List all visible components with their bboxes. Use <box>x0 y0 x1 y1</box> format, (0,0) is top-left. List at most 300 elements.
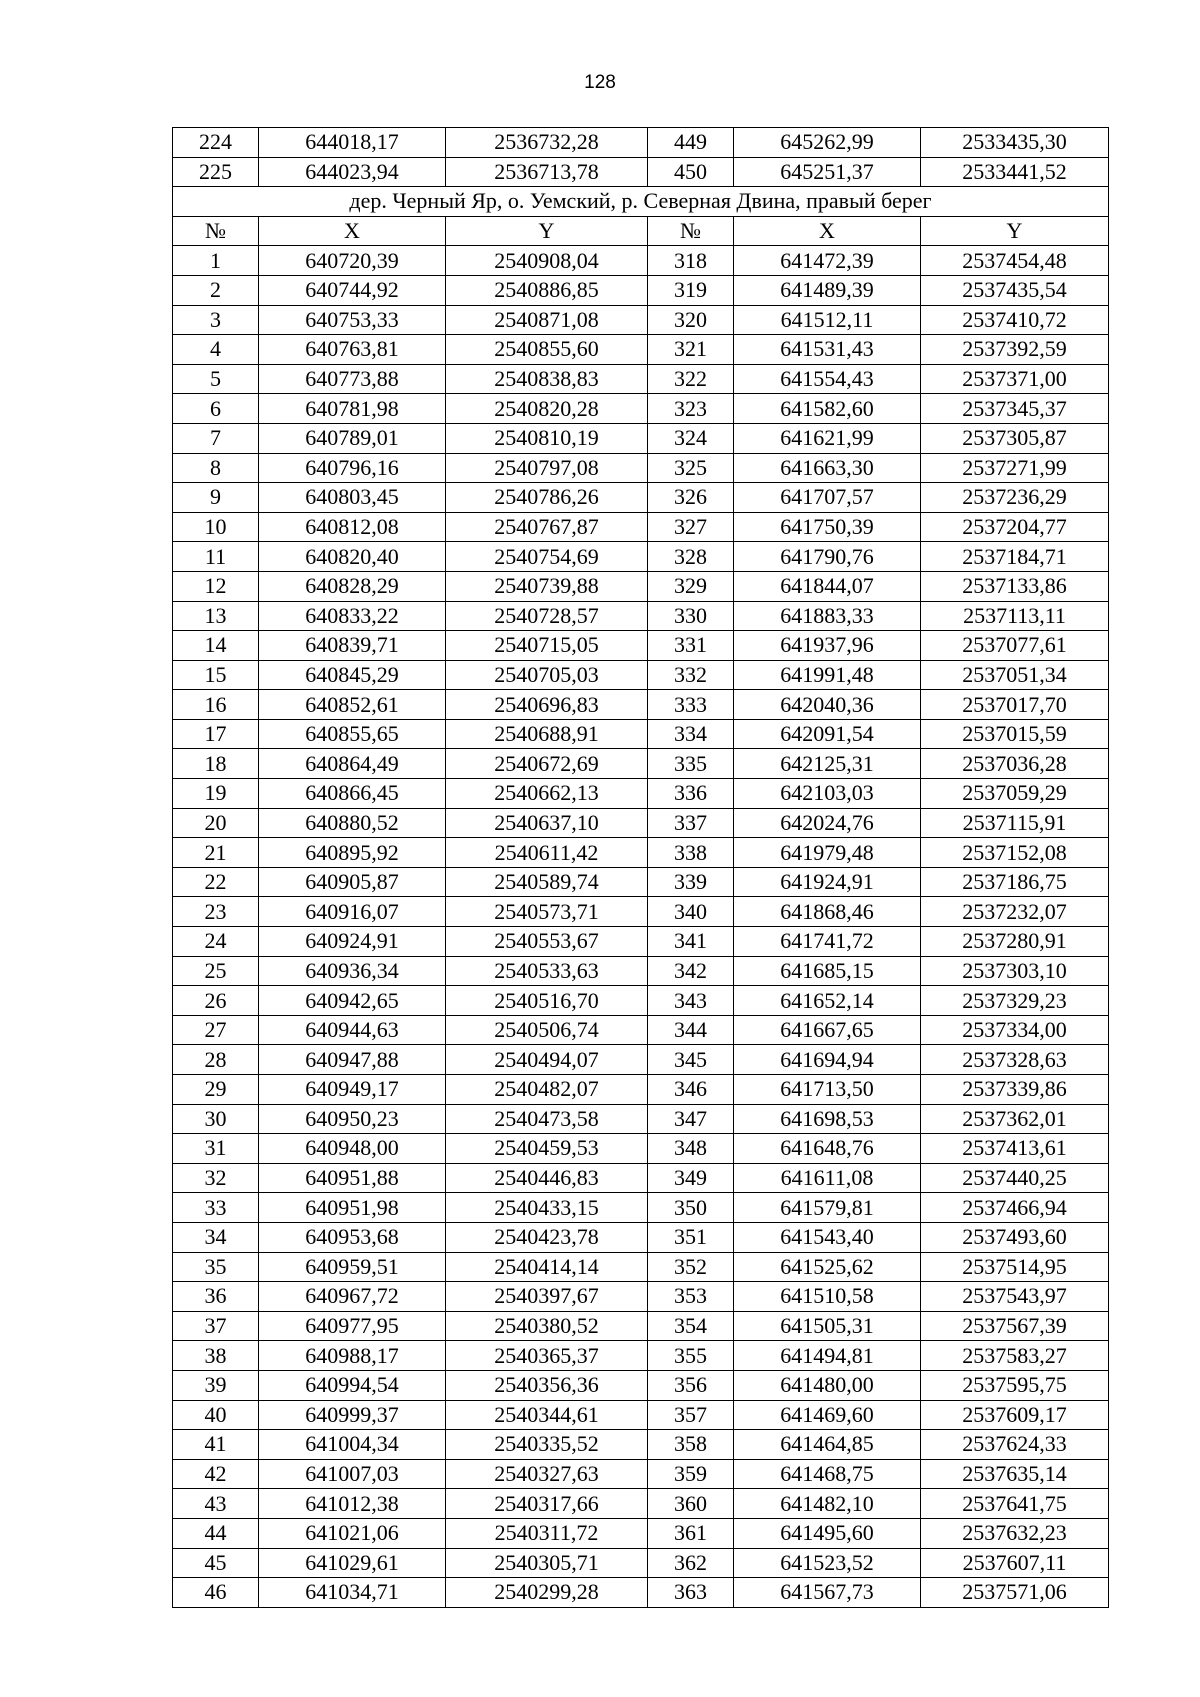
x-coordinate-cell: 640948,00 <box>259 1134 446 1164</box>
point-number-cell: 347 <box>648 1104 734 1134</box>
point-number-cell: 32 <box>173 1163 259 1193</box>
point-number-cell: 322 <box>648 364 734 394</box>
point-number-cell: 1 <box>173 246 259 276</box>
y-coordinate-cell: 2537232,07 <box>921 897 1109 927</box>
point-number-cell: 357 <box>648 1400 734 1430</box>
x-coordinate-cell: 641667,65 <box>734 1015 921 1045</box>
x-coordinate-cell: 642024,76 <box>734 808 921 838</box>
y-coordinate-cell: 2537280,91 <box>921 927 1109 957</box>
table-row <box>173 1163 1109 1193</box>
y-coordinate-cell: 2540299,28 <box>446 1578 648 1608</box>
x-coordinate-cell: 641494,81 <box>734 1341 921 1371</box>
x-coordinate-cell: 641698,53 <box>734 1104 921 1134</box>
table-row <box>173 1252 1109 1282</box>
x-coordinate-cell: 641554,43 <box>734 364 921 394</box>
table-row <box>173 1430 1109 1460</box>
table-row <box>173 423 1109 453</box>
x-coordinate-cell: 640959,51 <box>259 1252 446 1282</box>
y-coordinate-cell: 2537017,70 <box>921 690 1109 720</box>
y-coordinate-cell: 2537133,86 <box>921 571 1109 601</box>
y-coordinate-cell: 2540886,85 <box>446 275 648 305</box>
table-row <box>173 1193 1109 1223</box>
y-coordinate-cell: 2536732,28 <box>446 128 648 158</box>
y-coordinate-cell: 2540797,08 <box>446 453 648 483</box>
x-coordinate-cell: 641713,50 <box>734 1075 921 1105</box>
y-coordinate-cell: 2537571,06 <box>921 1578 1109 1608</box>
table-row <box>173 1459 1109 1489</box>
x-coordinate-cell: 641029,61 <box>259 1548 446 1578</box>
point-number-cell: 337 <box>648 808 734 838</box>
y-coordinate-cell: 2540553,67 <box>446 927 648 957</box>
x-coordinate-cell: 641531,43 <box>734 335 921 365</box>
point-number-cell: 363 <box>648 1578 734 1608</box>
table-row <box>173 1518 1109 1548</box>
y-coordinate-cell: 2540473,58 <box>446 1104 648 1134</box>
y-coordinate-cell: 2537077,61 <box>921 631 1109 661</box>
y-coordinate-cell: 2537305,87 <box>921 423 1109 453</box>
y-coordinate-cell: 2537371,00 <box>921 364 1109 394</box>
table-row <box>173 571 1109 601</box>
point-number-cell: 17 <box>173 719 259 749</box>
point-number-cell: 4 <box>173 335 259 365</box>
point-number-cell: 42 <box>173 1459 259 1489</box>
table-row <box>173 690 1109 720</box>
point-number-cell: 356 <box>648 1370 734 1400</box>
y-coordinate-cell: 2540908,04 <box>446 246 648 276</box>
x-coordinate-cell: 640944,63 <box>259 1015 446 1045</box>
point-number-cell: 7 <box>173 423 259 453</box>
point-number-cell: 11 <box>173 542 259 572</box>
y-coordinate-cell: 2540810,19 <box>446 423 648 453</box>
y-coordinate-cell: 2537271,99 <box>921 453 1109 483</box>
point-number-cell: 39 <box>173 1370 259 1400</box>
x-coordinate-cell: 640828,29 <box>259 571 446 601</box>
table-row <box>173 1282 1109 1312</box>
table-row <box>173 246 1109 276</box>
point-number-cell: 22 <box>173 867 259 897</box>
x-coordinate-cell: 641685,15 <box>734 956 921 986</box>
table-row <box>173 660 1109 690</box>
y-coordinate-cell: 2540672,69 <box>446 749 648 779</box>
table-row <box>173 1075 1109 1105</box>
point-number-cell: 21 <box>173 838 259 868</box>
table-row <box>173 867 1109 897</box>
point-number-cell: 359 <box>648 1459 734 1489</box>
point-number-cell: 340 <box>648 897 734 927</box>
x-coordinate-cell: 641525,62 <box>734 1252 921 1282</box>
point-number-cell: 28 <box>173 1045 259 1075</box>
point-number-cell: 43 <box>173 1489 259 1519</box>
point-number-cell: 362 <box>648 1548 734 1578</box>
x-coordinate-cell: 641567,73 <box>734 1578 921 1608</box>
point-number-cell: 330 <box>648 601 734 631</box>
x-coordinate-cell: 641510,58 <box>734 1282 921 1312</box>
x-coordinate-cell: 641582,60 <box>734 394 921 424</box>
point-number-cell: 318 <box>648 246 734 276</box>
table-row <box>173 808 1109 838</box>
y-coordinate-cell: 2540573,71 <box>446 897 648 927</box>
y-coordinate-cell: 2540414,14 <box>446 1252 648 1282</box>
point-number-cell: 348 <box>648 1134 734 1164</box>
point-number-cell: 12 <box>173 571 259 601</box>
point-number-cell: 354 <box>648 1311 734 1341</box>
table-row <box>173 986 1109 1016</box>
table-row <box>173 897 1109 927</box>
point-number-cell: 41 <box>173 1430 259 1460</box>
x-coordinate-cell: 640773,88 <box>259 364 446 394</box>
point-number-cell: 325 <box>648 453 734 483</box>
y-coordinate-cell: 2540767,87 <box>446 512 648 542</box>
y-coordinate-cell: 2537609,17 <box>921 1400 1109 1430</box>
point-number-cell: 343 <box>648 986 734 1016</box>
point-number-cell: 327 <box>648 512 734 542</box>
y-coordinate-cell: 2540344,61 <box>446 1400 648 1430</box>
point-number-cell: 44 <box>173 1518 259 1548</box>
y-coordinate-cell: 2540494,07 <box>446 1045 648 1075</box>
point-number-cell: 352 <box>648 1252 734 1282</box>
x-coordinate-cell: 645262,99 <box>734 128 921 158</box>
y-coordinate-cell: 2537583,27 <box>921 1341 1109 1371</box>
table-row <box>173 1045 1109 1075</box>
y-coordinate-cell: 2540305,71 <box>446 1548 648 1578</box>
point-number-cell: 341 <box>648 927 734 957</box>
y-coordinate-cell: 2537454,48 <box>921 246 1109 276</box>
x-coordinate-cell: 641741,72 <box>734 927 921 957</box>
point-number-cell: 23 <box>173 897 259 927</box>
y-coordinate-cell: 2537186,75 <box>921 867 1109 897</box>
column-header: № <box>173 216 259 246</box>
y-coordinate-cell: 2537392,59 <box>921 335 1109 365</box>
x-coordinate-cell: 641652,14 <box>734 986 921 1016</box>
point-number-cell: 29 <box>173 1075 259 1105</box>
x-coordinate-cell: 640880,52 <box>259 808 446 838</box>
point-number-cell: 332 <box>648 660 734 690</box>
point-number-cell: 336 <box>648 779 734 809</box>
x-coordinate-cell: 641750,39 <box>734 512 921 542</box>
x-coordinate-cell: 641472,39 <box>734 246 921 276</box>
y-coordinate-cell: 2540482,07 <box>446 1075 648 1105</box>
y-coordinate-cell: 2537362,01 <box>921 1104 1109 1134</box>
column-header: Y <box>446 216 648 246</box>
x-coordinate-cell: 640866,45 <box>259 779 446 809</box>
point-number-cell: 355 <box>648 1341 734 1371</box>
table-row <box>173 512 1109 542</box>
table-row <box>173 1578 1109 1608</box>
x-coordinate-cell: 642091,54 <box>734 719 921 749</box>
column-header: X <box>259 216 446 246</box>
x-coordinate-cell: 641505,31 <box>734 1311 921 1341</box>
y-coordinate-cell: 2540688,91 <box>446 719 648 749</box>
x-coordinate-cell: 641480,00 <box>734 1370 921 1400</box>
y-coordinate-cell: 2540754,69 <box>446 542 648 572</box>
y-coordinate-cell: 2540662,13 <box>446 779 648 809</box>
table-row <box>173 1489 1109 1519</box>
x-coordinate-cell: 641512,11 <box>734 305 921 335</box>
x-coordinate-cell: 641979,48 <box>734 838 921 868</box>
point-number-cell: 3 <box>173 305 259 335</box>
y-coordinate-cell: 2537413,61 <box>921 1134 1109 1164</box>
y-coordinate-cell: 2540317,66 <box>446 1489 648 1519</box>
x-coordinate-cell: 640924,91 <box>259 927 446 957</box>
point-number-cell: 25 <box>173 956 259 986</box>
x-coordinate-cell: 640720,39 <box>259 246 446 276</box>
x-coordinate-cell: 642103,03 <box>734 779 921 809</box>
point-number-cell: 20 <box>173 808 259 838</box>
point-number-cell: 10 <box>173 512 259 542</box>
point-number-cell: 19 <box>173 779 259 809</box>
x-coordinate-cell: 640789,01 <box>259 423 446 453</box>
point-number-cell: 349 <box>648 1163 734 1193</box>
point-number-cell: 14 <box>173 631 259 661</box>
table-row <box>173 364 1109 394</box>
x-coordinate-cell: 640947,88 <box>259 1045 446 1075</box>
table-row <box>173 749 1109 779</box>
point-number-cell: 6 <box>173 394 259 424</box>
x-coordinate-cell: 640942,65 <box>259 986 446 1016</box>
x-coordinate-cell: 640953,68 <box>259 1222 446 1252</box>
x-coordinate-cell: 641469,60 <box>734 1400 921 1430</box>
section-title: дер. Черный Яр, о. Уемский, р. Северная Двина, правый берег <box>173 187 1109 217</box>
point-number-cell: 450 <box>648 157 734 187</box>
y-coordinate-cell: 2540838,83 <box>446 364 648 394</box>
table-row <box>173 719 1109 749</box>
x-coordinate-cell: 640855,65 <box>259 719 446 749</box>
x-coordinate-cell: 641868,46 <box>734 897 921 927</box>
y-coordinate-cell: 2540696,83 <box>446 690 648 720</box>
y-coordinate-cell: 2537113,11 <box>921 601 1109 631</box>
y-coordinate-cell: 2537493,60 <box>921 1222 1109 1252</box>
table-row <box>173 305 1109 335</box>
point-number-cell: 334 <box>648 719 734 749</box>
point-number-cell: 342 <box>648 956 734 986</box>
x-coordinate-cell: 641495,60 <box>734 1518 921 1548</box>
y-coordinate-cell: 2540705,03 <box>446 660 648 690</box>
y-coordinate-cell: 2537624,33 <box>921 1430 1109 1460</box>
y-coordinate-cell: 2537051,34 <box>921 660 1109 690</box>
point-number-cell: 5 <box>173 364 259 394</box>
point-number-cell: 45 <box>173 1548 259 1578</box>
point-number-cell: 16 <box>173 690 259 720</box>
point-number-cell: 338 <box>648 838 734 868</box>
table-row <box>173 157 1109 187</box>
x-coordinate-cell: 641012,38 <box>259 1489 446 1519</box>
table-row <box>173 1015 1109 1045</box>
x-coordinate-cell: 640820,40 <box>259 542 446 572</box>
y-coordinate-cell: 2540820,28 <box>446 394 648 424</box>
y-coordinate-cell: 2540611,42 <box>446 838 648 868</box>
point-number-cell: 353 <box>648 1282 734 1312</box>
table-row <box>173 335 1109 365</box>
y-coordinate-cell: 2536713,78 <box>446 157 648 187</box>
y-coordinate-cell: 2537440,25 <box>921 1163 1109 1193</box>
x-coordinate-cell: 641021,06 <box>259 1518 446 1548</box>
y-coordinate-cell: 2540335,52 <box>446 1430 648 1460</box>
table-row <box>173 601 1109 631</box>
y-coordinate-cell: 2540365,37 <box>446 1341 648 1371</box>
point-number-cell: 38 <box>173 1341 259 1371</box>
table-row <box>173 779 1109 809</box>
point-number-cell: 2 <box>173 275 259 305</box>
point-number-cell: 26 <box>173 986 259 1016</box>
x-coordinate-cell: 641844,07 <box>734 571 921 601</box>
point-number-cell: 360 <box>648 1489 734 1519</box>
point-number-cell: 8 <box>173 453 259 483</box>
x-coordinate-cell: 640916,07 <box>259 897 446 927</box>
y-coordinate-cell: 2537339,86 <box>921 1075 1109 1105</box>
point-number-cell: 35 <box>173 1252 259 1282</box>
x-coordinate-cell: 640977,95 <box>259 1311 446 1341</box>
section-row <box>173 187 1109 217</box>
y-coordinate-cell: 2540459,53 <box>446 1134 648 1164</box>
x-coordinate-cell: 641937,96 <box>734 631 921 661</box>
x-coordinate-cell: 641468,75 <box>734 1459 921 1489</box>
table-row <box>173 483 1109 513</box>
y-coordinate-cell: 2540433,15 <box>446 1193 648 1223</box>
table-row <box>173 1222 1109 1252</box>
x-coordinate-cell: 640936,34 <box>259 956 446 986</box>
x-coordinate-cell: 640864,49 <box>259 749 446 779</box>
point-number-cell: 339 <box>648 867 734 897</box>
point-number-cell: 46 <box>173 1578 259 1608</box>
point-number-cell: 9 <box>173 483 259 513</box>
point-number-cell: 333 <box>648 690 734 720</box>
x-coordinate-cell: 642040,36 <box>734 690 921 720</box>
y-coordinate-cell: 2533441,52 <box>921 157 1109 187</box>
y-coordinate-cell: 2537466,94 <box>921 1193 1109 1223</box>
x-coordinate-cell: 641883,33 <box>734 601 921 631</box>
point-number-cell: 350 <box>648 1193 734 1223</box>
coordinates-table <box>172 127 1109 1608</box>
y-coordinate-cell: 2537345,37 <box>921 394 1109 424</box>
y-coordinate-cell: 2537236,29 <box>921 483 1109 513</box>
y-coordinate-cell: 2540380,52 <box>446 1311 648 1341</box>
point-number-cell: 345 <box>648 1045 734 1075</box>
point-number-cell: 27 <box>173 1015 259 1045</box>
point-number-cell: 320 <box>648 305 734 335</box>
table-row <box>173 1104 1109 1134</box>
x-coordinate-cell: 641648,76 <box>734 1134 921 1164</box>
point-number-cell: 30 <box>173 1104 259 1134</box>
point-number-cell: 361 <box>648 1518 734 1548</box>
x-coordinate-cell: 641004,34 <box>259 1430 446 1460</box>
y-coordinate-cell: 2540423,78 <box>446 1222 648 1252</box>
y-coordinate-cell: 2533435,30 <box>921 128 1109 158</box>
x-coordinate-cell: 642125,31 <box>734 749 921 779</box>
table-row <box>173 1341 1109 1371</box>
x-coordinate-cell: 641489,39 <box>734 275 921 305</box>
point-number-cell: 24 <box>173 927 259 957</box>
point-number-cell: 335 <box>648 749 734 779</box>
y-coordinate-cell: 2537152,08 <box>921 838 1109 868</box>
x-coordinate-cell: 641790,76 <box>734 542 921 572</box>
point-number-cell: 15 <box>173 660 259 690</box>
point-number-cell: 358 <box>648 1430 734 1460</box>
point-number-cell: 323 <box>648 394 734 424</box>
y-coordinate-cell: 2537543,97 <box>921 1282 1109 1312</box>
x-coordinate-cell: 641991,48 <box>734 660 921 690</box>
y-coordinate-cell: 2537595,75 <box>921 1370 1109 1400</box>
x-coordinate-cell: 641707,57 <box>734 483 921 513</box>
y-coordinate-cell: 2540506,74 <box>446 1015 648 1045</box>
y-coordinate-cell: 2537115,91 <box>921 808 1109 838</box>
y-coordinate-cell: 2537635,14 <box>921 1459 1109 1489</box>
table-row <box>173 1370 1109 1400</box>
y-coordinate-cell: 2537184,71 <box>921 542 1109 572</box>
x-coordinate-cell: 640999,37 <box>259 1400 446 1430</box>
x-coordinate-cell: 641482,10 <box>734 1489 921 1519</box>
x-coordinate-cell: 640988,17 <box>259 1341 446 1371</box>
table-row <box>173 1134 1109 1164</box>
point-number-cell: 18 <box>173 749 259 779</box>
table-row <box>173 128 1109 158</box>
y-coordinate-cell: 2540589,74 <box>446 867 648 897</box>
x-coordinate-cell: 640796,16 <box>259 453 446 483</box>
table-row <box>173 394 1109 424</box>
x-coordinate-cell: 640845,29 <box>259 660 446 690</box>
column-header: № <box>648 216 734 246</box>
y-coordinate-cell: 2537410,72 <box>921 305 1109 335</box>
y-coordinate-cell: 2537204,77 <box>921 512 1109 542</box>
x-coordinate-cell: 641663,30 <box>734 453 921 483</box>
x-coordinate-cell: 640763,81 <box>259 335 446 365</box>
y-coordinate-cell: 2537329,23 <box>921 986 1109 1016</box>
y-coordinate-cell: 2537036,28 <box>921 749 1109 779</box>
point-number-cell: 40 <box>173 1400 259 1430</box>
x-coordinate-cell: 640753,33 <box>259 305 446 335</box>
table-row <box>173 542 1109 572</box>
x-coordinate-cell: 641621,99 <box>734 423 921 453</box>
table-row <box>173 631 1109 661</box>
point-number-cell: 319 <box>648 275 734 305</box>
point-number-cell: 351 <box>648 1222 734 1252</box>
x-coordinate-cell: 640951,88 <box>259 1163 446 1193</box>
column-header: Y <box>921 216 1109 246</box>
x-coordinate-cell: 640967,72 <box>259 1282 446 1312</box>
x-coordinate-cell: 641543,40 <box>734 1222 921 1252</box>
page-number: 128 <box>584 72 616 93</box>
y-coordinate-cell: 2540715,05 <box>446 631 648 661</box>
x-coordinate-cell: 641523,52 <box>734 1548 921 1578</box>
header-row <box>173 216 1109 246</box>
x-coordinate-cell: 640994,54 <box>259 1370 446 1400</box>
x-coordinate-cell: 640744,92 <box>259 275 446 305</box>
table-row <box>173 1311 1109 1341</box>
x-coordinate-cell: 641924,91 <box>734 867 921 897</box>
y-coordinate-cell: 2540855,60 <box>446 335 648 365</box>
x-coordinate-cell: 645251,37 <box>734 157 921 187</box>
point-number-cell: 13 <box>173 601 259 631</box>
x-coordinate-cell: 640905,87 <box>259 867 446 897</box>
y-coordinate-cell: 2537015,59 <box>921 719 1109 749</box>
y-coordinate-cell: 2540446,83 <box>446 1163 648 1193</box>
y-coordinate-cell: 2540356,36 <box>446 1370 648 1400</box>
point-number-cell: 224 <box>173 128 259 158</box>
point-number-cell: 326 <box>648 483 734 513</box>
x-coordinate-cell: 640833,22 <box>259 601 446 631</box>
table-row <box>173 1400 1109 1430</box>
point-number-cell: 324 <box>648 423 734 453</box>
table-row <box>173 275 1109 305</box>
x-coordinate-cell: 641007,03 <box>259 1459 446 1489</box>
x-coordinate-cell: 641611,08 <box>734 1163 921 1193</box>
y-coordinate-cell: 2540516,70 <box>446 986 648 1016</box>
point-number-cell: 321 <box>648 335 734 365</box>
x-coordinate-cell: 640839,71 <box>259 631 446 661</box>
y-coordinate-cell: 2537567,39 <box>921 1311 1109 1341</box>
point-number-cell: 329 <box>648 571 734 601</box>
point-number-cell: 331 <box>648 631 734 661</box>
point-number-cell: 449 <box>648 128 734 158</box>
